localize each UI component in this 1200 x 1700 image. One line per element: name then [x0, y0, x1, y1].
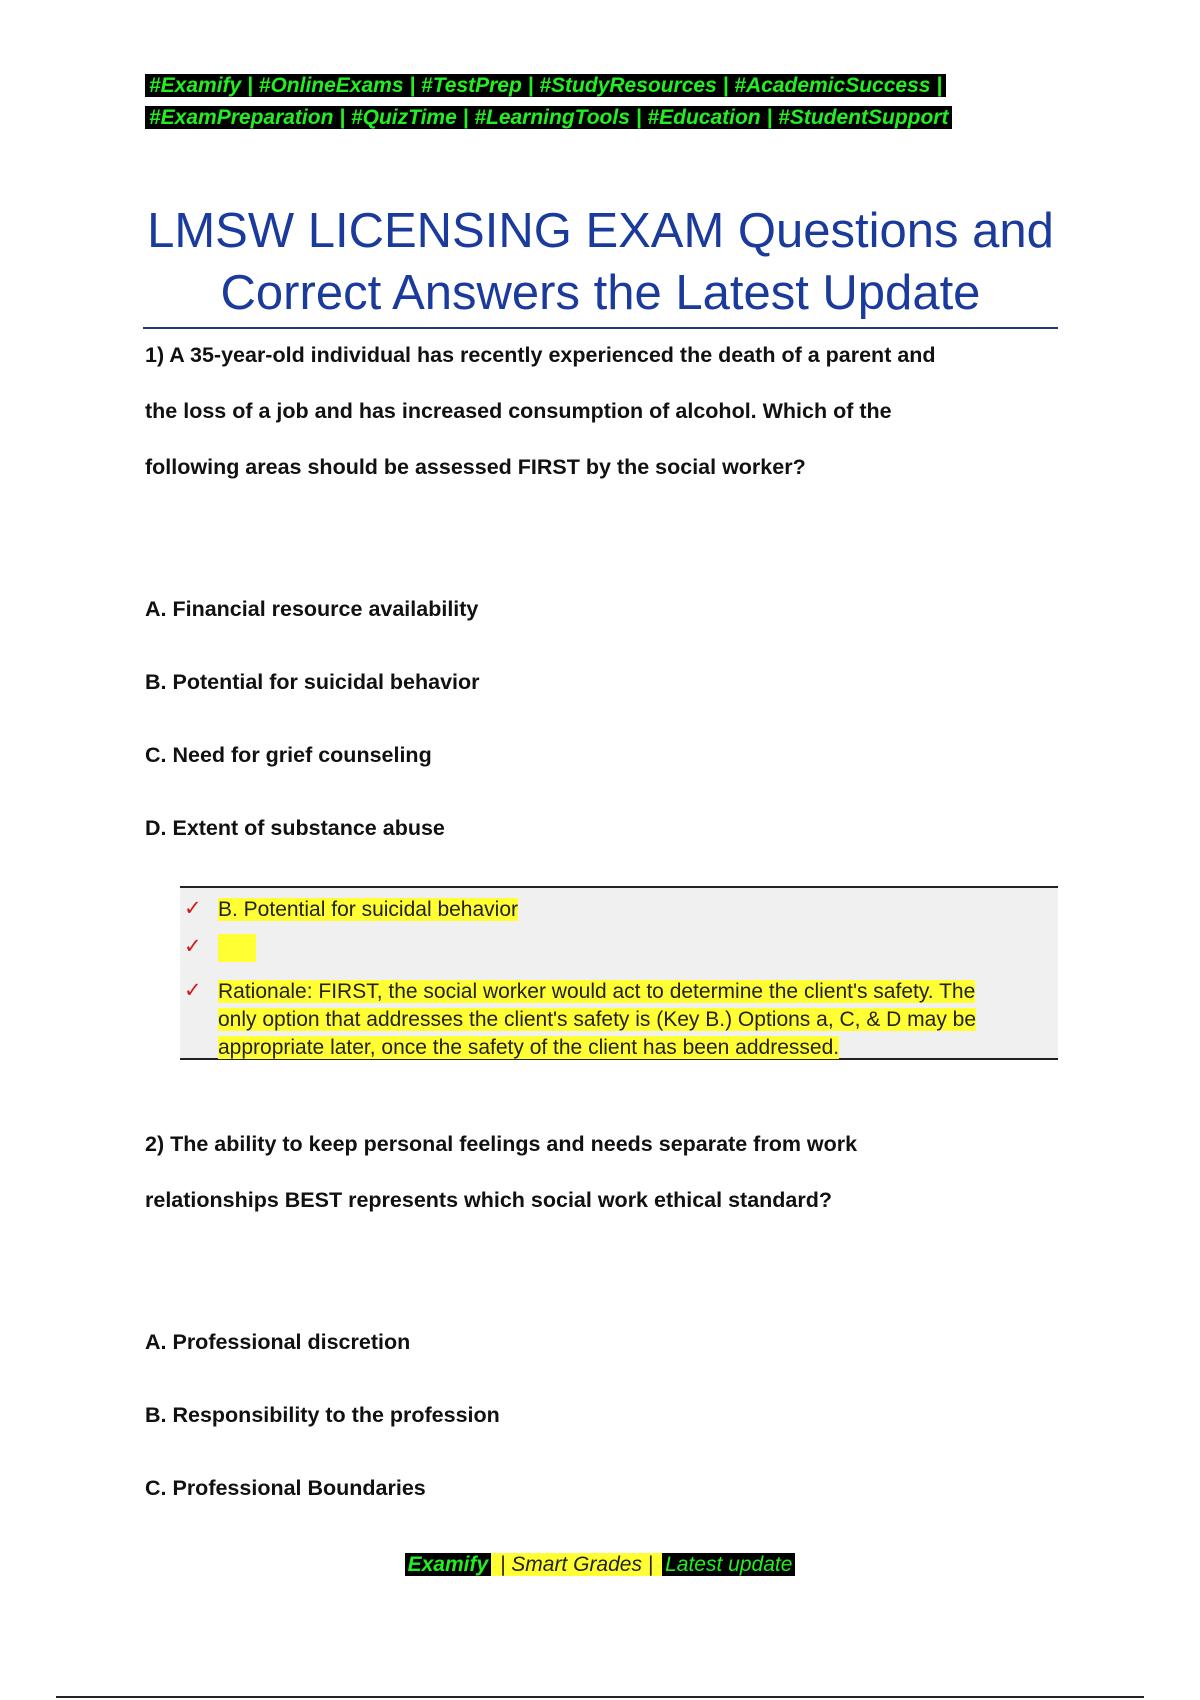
rationale-line-3: appropriate later, once the safety of the client has been addressed. — [218, 1036, 840, 1059]
rationale-line-1: Rationale: FIRST, the social worker would act to determine the client's safety. The — [218, 980, 976, 1003]
hashtag-line-2 — [145, 102, 1060, 134]
answer-text-wrap — [218, 896, 1028, 924]
empty-highlight-wrap — [218, 934, 1028, 970]
correct-answer: B. Potential for suicidal behavior — [218, 898, 518, 921]
question-1-line-2: the loss of a job and has increased consumption of alcohol. Which of the — [145, 399, 892, 423]
title-line-1: LMSW LICENSING EXAM Questions and — [147, 204, 1054, 258]
title-line-2: Correct Answers the Latest Update — [220, 266, 981, 320]
hashtag-line-1 — [145, 70, 1060, 102]
question-1-text — [145, 327, 1045, 495]
page-footer — [0, 1553, 1200, 1577]
question-1-option-c: C. Need for grief counseling — [145, 743, 432, 767]
document-title — [143, 200, 1058, 324]
footer-brand: Examify — [405, 1553, 492, 1576]
rationale-line-2: only option that addresses the client's safety is (Key B.) Options a, C, & D may be — [218, 1008, 977, 1031]
question-1-line-3: following areas should be assessed FIRST by the social worker? — [145, 455, 806, 479]
question-2-option-c: C. Professional Boundaries — [145, 1476, 426, 1500]
hashtag-line-2-text: #ExamPreparation | #QuizTime | #LearningTools | #Education | #StudentSupport — [145, 106, 952, 129]
footer-latest-update: Latest update — [662, 1553, 795, 1576]
empty-highlight — [218, 934, 256, 962]
question-1-option-a: A. Financial resource availability — [145, 597, 479, 621]
question-1-option-d: D. Extent of substance abuse — [145, 816, 445, 840]
hashtag-line-1-text: #Examify | #OnlineExams | #TestPrep | #StudyResources | #AcademicSuccess | — [145, 74, 946, 97]
checkmark-icon: ✓ — [184, 978, 202, 1002]
question-2-text — [145, 1116, 1045, 1228]
hashtag-header — [145, 70, 1060, 134]
footer-smart-grades: | Smart Grades | — [491, 1553, 662, 1576]
question-1-option-b: B. Potential for suicidal behavior — [145, 670, 480, 694]
rationale-text — [218, 978, 1028, 1062]
question-2-option-b: B. Responsibility to the profession — [145, 1403, 500, 1427]
question-2-option-a: A. Professional discretion — [145, 1330, 411, 1354]
question-1-line-1: 1) A 35-year-old individual has recently experienced the death of a parent and — [145, 343, 936, 367]
page-bottom-rule — [56, 1696, 1144, 1698]
answer-box — [180, 886, 1058, 1060]
question-2-line-1: 2) The ability to keep personal feelings and needs separate from work — [145, 1132, 858, 1156]
checkmark-icon: ✓ — [184, 934, 202, 958]
question-2-line-2: relationships BEST represents which social work ethical standard? — [145, 1188, 833, 1212]
checkmark-icon: ✓ — [184, 896, 202, 920]
